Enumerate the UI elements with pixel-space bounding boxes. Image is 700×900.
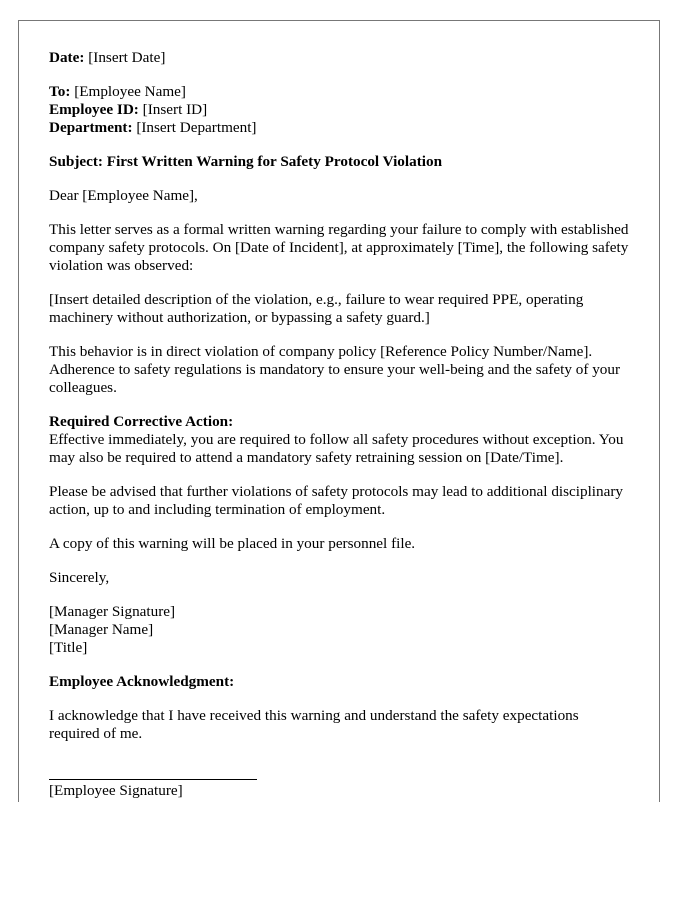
paragraph-intro: This letter serves as a formal written warning regarding your failure to comply with established company safety protocols. On [Date of Incident], at approximately [Time], the following safety violation was observed: [49, 221, 629, 274]
paragraph-violation-description: [Insert detailed description of the violation, e.g., failure to wear required PPE, operating machinery without authorization, or bypassing a safety guard.] [49, 291, 584, 326]
department-line [49, 119, 629, 137]
department-label: Department: [49, 119, 133, 136]
paragraph-policy: This behavior is in direct violation of company policy [Reference Policy Number/Name]. Adherence to safety regulations is mandatory to ensure your well-being and the safety of your colleagues. [49, 343, 621, 396]
corrective-action-title: Required Corrective Action: [49, 413, 234, 430]
acknowledgment-title: Employee Acknowledgment: [49, 673, 235, 690]
to-label: To: [49, 83, 71, 100]
department-value: [Insert Department] [132, 119, 257, 136]
manager-signature-block [49, 603, 629, 657]
to-value: [Employee Name] [70, 83, 186, 100]
manager-signature: [Manager Signature] [49, 603, 176, 620]
employee-signature: [Employee Signature] [49, 782, 183, 799]
paragraph-further-violations: Please be advised that further violations of safety protocols may lead to additional disciplinary action, up to and including termination of employment. [49, 483, 624, 518]
subject-line: Subject: First Written Warning for Safety Protocol Violation [49, 153, 443, 170]
to-line [49, 83, 629, 101]
paragraph-personnel-file: A copy of this warning will be placed in your personnel file. [49, 535, 416, 552]
letter-page [18, 20, 660, 802]
employee-signature-line [49, 759, 257, 780]
manager-name: [Manager Name] [49, 621, 154, 638]
date-value: [Insert Date] [84, 49, 166, 66]
manager-title: [Title] [49, 639, 88, 656]
date-block [49, 49, 629, 67]
employee-id-line [49, 101, 629, 119]
warning-letter [49, 49, 629, 800]
date-label: Date: [49, 49, 85, 66]
date-line [49, 49, 629, 67]
recipient-block [49, 83, 629, 137]
employee-id-label: Employee ID: [49, 101, 139, 118]
employee-id-value: [Insert ID] [138, 101, 208, 118]
salutation: Dear [Employee Name], [49, 187, 198, 204]
corrective-action-body: Effective immediately, you are required to follow all safety procedures without exception. You may also be required to attend a mandatory safety retraining session on [Date/Time]. [49, 431, 624, 466]
signoff: Sincerely, [49, 569, 110, 586]
acknowledgment-body: I acknowledge that I have received this warning and understand the safety expectations required of me. [49, 707, 579, 742]
